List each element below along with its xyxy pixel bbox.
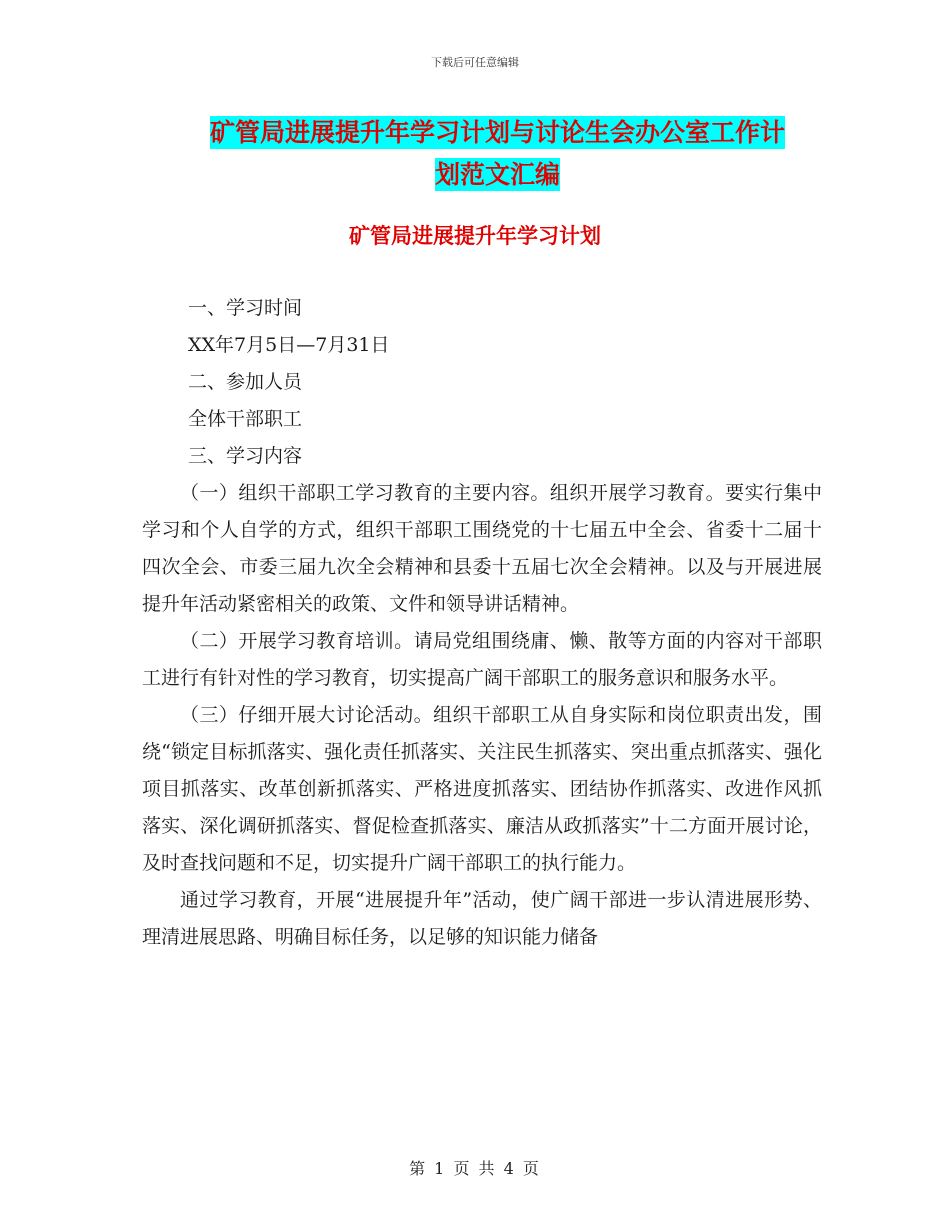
section-heading-participants: 二、参加人员 — [188, 371, 303, 393]
paragraph-3: （三）仔细开展大讨论活动。组织干部职工从自身实际和岗位职责出发，围绕“锁定目标抓落实、强化责任抓落实、关注民生抓落实、突出重点抓落实、强化项目抓落实、改革创新抓落实、严格进度抓落实、团结协作抓落实、改进作风抓落实、深化调研抓落实、督促检查抓落实、廉洁从政抓落实”十二方面开展讨论，及时查找问题和不足，切实提升广阔干部职工的执行能力。 — [142, 704, 822, 874]
paragraph-2: （二）开展学习教育培训。请局党组围绕庸、懒、散等方面的内容对干部职工进行有针对性的学习教育，切实提高广阔干部职工的服务意识和服务水平。 — [142, 630, 822, 689]
section-sub-title: 矿管局进展提升年学习计划 — [349, 223, 601, 248]
document-main-title — [120, 112, 875, 196]
paragraph-1: （一）组织干部职工学习教育的主要内容。组织开展学习教育。要实行集中学习和个人自学的方式，组织干部职工围绕党的十七届五中全会、省委十二届十四次全会、市委三届九次全会精神和县委十五届七次全会精神。以及与开展进展提升年活动紧密相关的政策、文件和领导讲话精神。 — [142, 482, 822, 615]
section-heading-study-time: 一、学习时间 — [188, 297, 303, 319]
page-footer: 第 1 页 共 4 页 — [409, 1159, 541, 1178]
document-body — [142, 290, 822, 956]
main-title-line-2: 划范文汇编 — [434, 160, 560, 189]
header-note: 下载后可任意编辑 — [431, 56, 519, 69]
paragraph-4: 通过学习教育，开展“进展提升年”活动，使广阔干部进一步认清进展形势、理清进展思路、明确目标任务，以足够的知识能力储备 — [142, 889, 822, 948]
study-time-value: XX年7月5日—7月31日 — [188, 334, 390, 356]
section-heading-study-content: 三、学习内容 — [188, 445, 303, 467]
main-title-line-1: 矿管局进展提升年学习计划与讨论生会办公室工作计 — [209, 118, 785, 147]
participants-value: 全体干部职工 — [188, 408, 303, 430]
